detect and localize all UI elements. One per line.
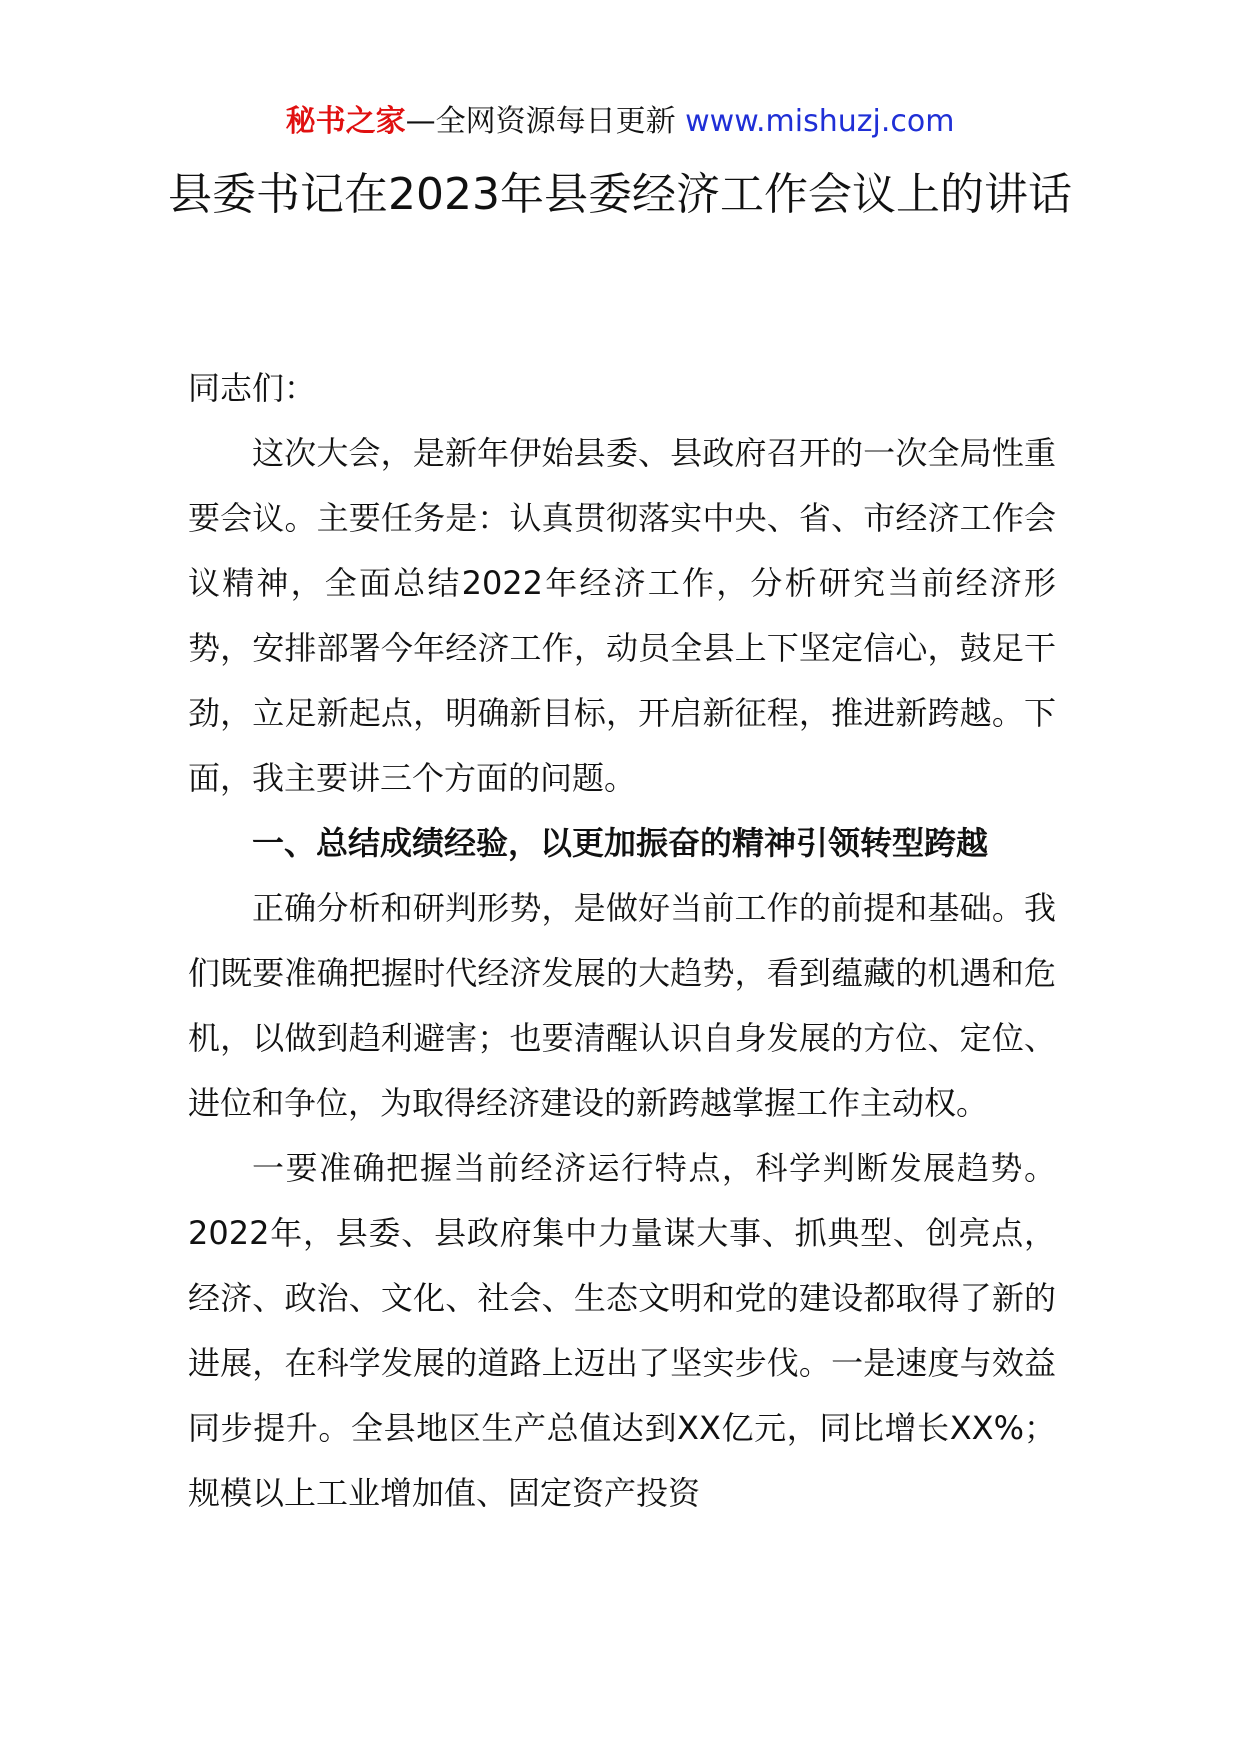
site-header (0, 100, 1240, 144)
document-title: 县委书记在2023年县委经济工作会议上的讲话 (168, 169, 1072, 220)
section-heading-1: 一、总结成绩经验，以更加振奋的精神引领转型跨越 (252, 824, 989, 862)
site-url-link[interactable]: www.mishuzj.com (685, 104, 955, 139)
document-body (188, 356, 1056, 1526)
salutation: 同志们： (188, 369, 317, 407)
site-brand: 秘书之家 (285, 104, 406, 139)
site-tagline: —全网资源每日更新 (405, 104, 686, 139)
paragraph-economy: 一要准确把握当前经济运行特点，科学判断发展趋势。2022年，县委、县政府集中力量谋大事、抓典型、创亮点，经济、政治、文化、社会、生态文明和党的建设都取得了新的进展，在科学发展的道路上迈出了坚实步伐。一是速度与效益同步提升。全县地区生产总值达到XX亿元，同比增长XX%；规模以上工业增加值、固定资产投资 (188, 1149, 1056, 1512)
paragraph-analysis: 正确分析和研判形势，是做好当前工作的前提和基础。我们既要准确把握时代经济发展的大趋势，看到蕴藏的机遇和危机，以做到趋利避害；也要清醒认识自身发展的方位、定位、进位和争位，为取得经济建设的新跨越掌握工作主动权。 (188, 889, 1056, 1122)
paragraph-intro: 这次大会，是新年伊始县委、县政府召开的一次全局性重要会议。主要任务是：认真贯彻落实中央、省、市经济工作会议精神，全面总结2022年经济工作，分析研究当前经济形势，安排部署今年经济工作，动员全县上下坚定信心，鼓足干劲，立足新起点，明确新目标，开启新征程，推进新跨越。下面，我主要讲三个方面的问题。 (188, 434, 1056, 797)
